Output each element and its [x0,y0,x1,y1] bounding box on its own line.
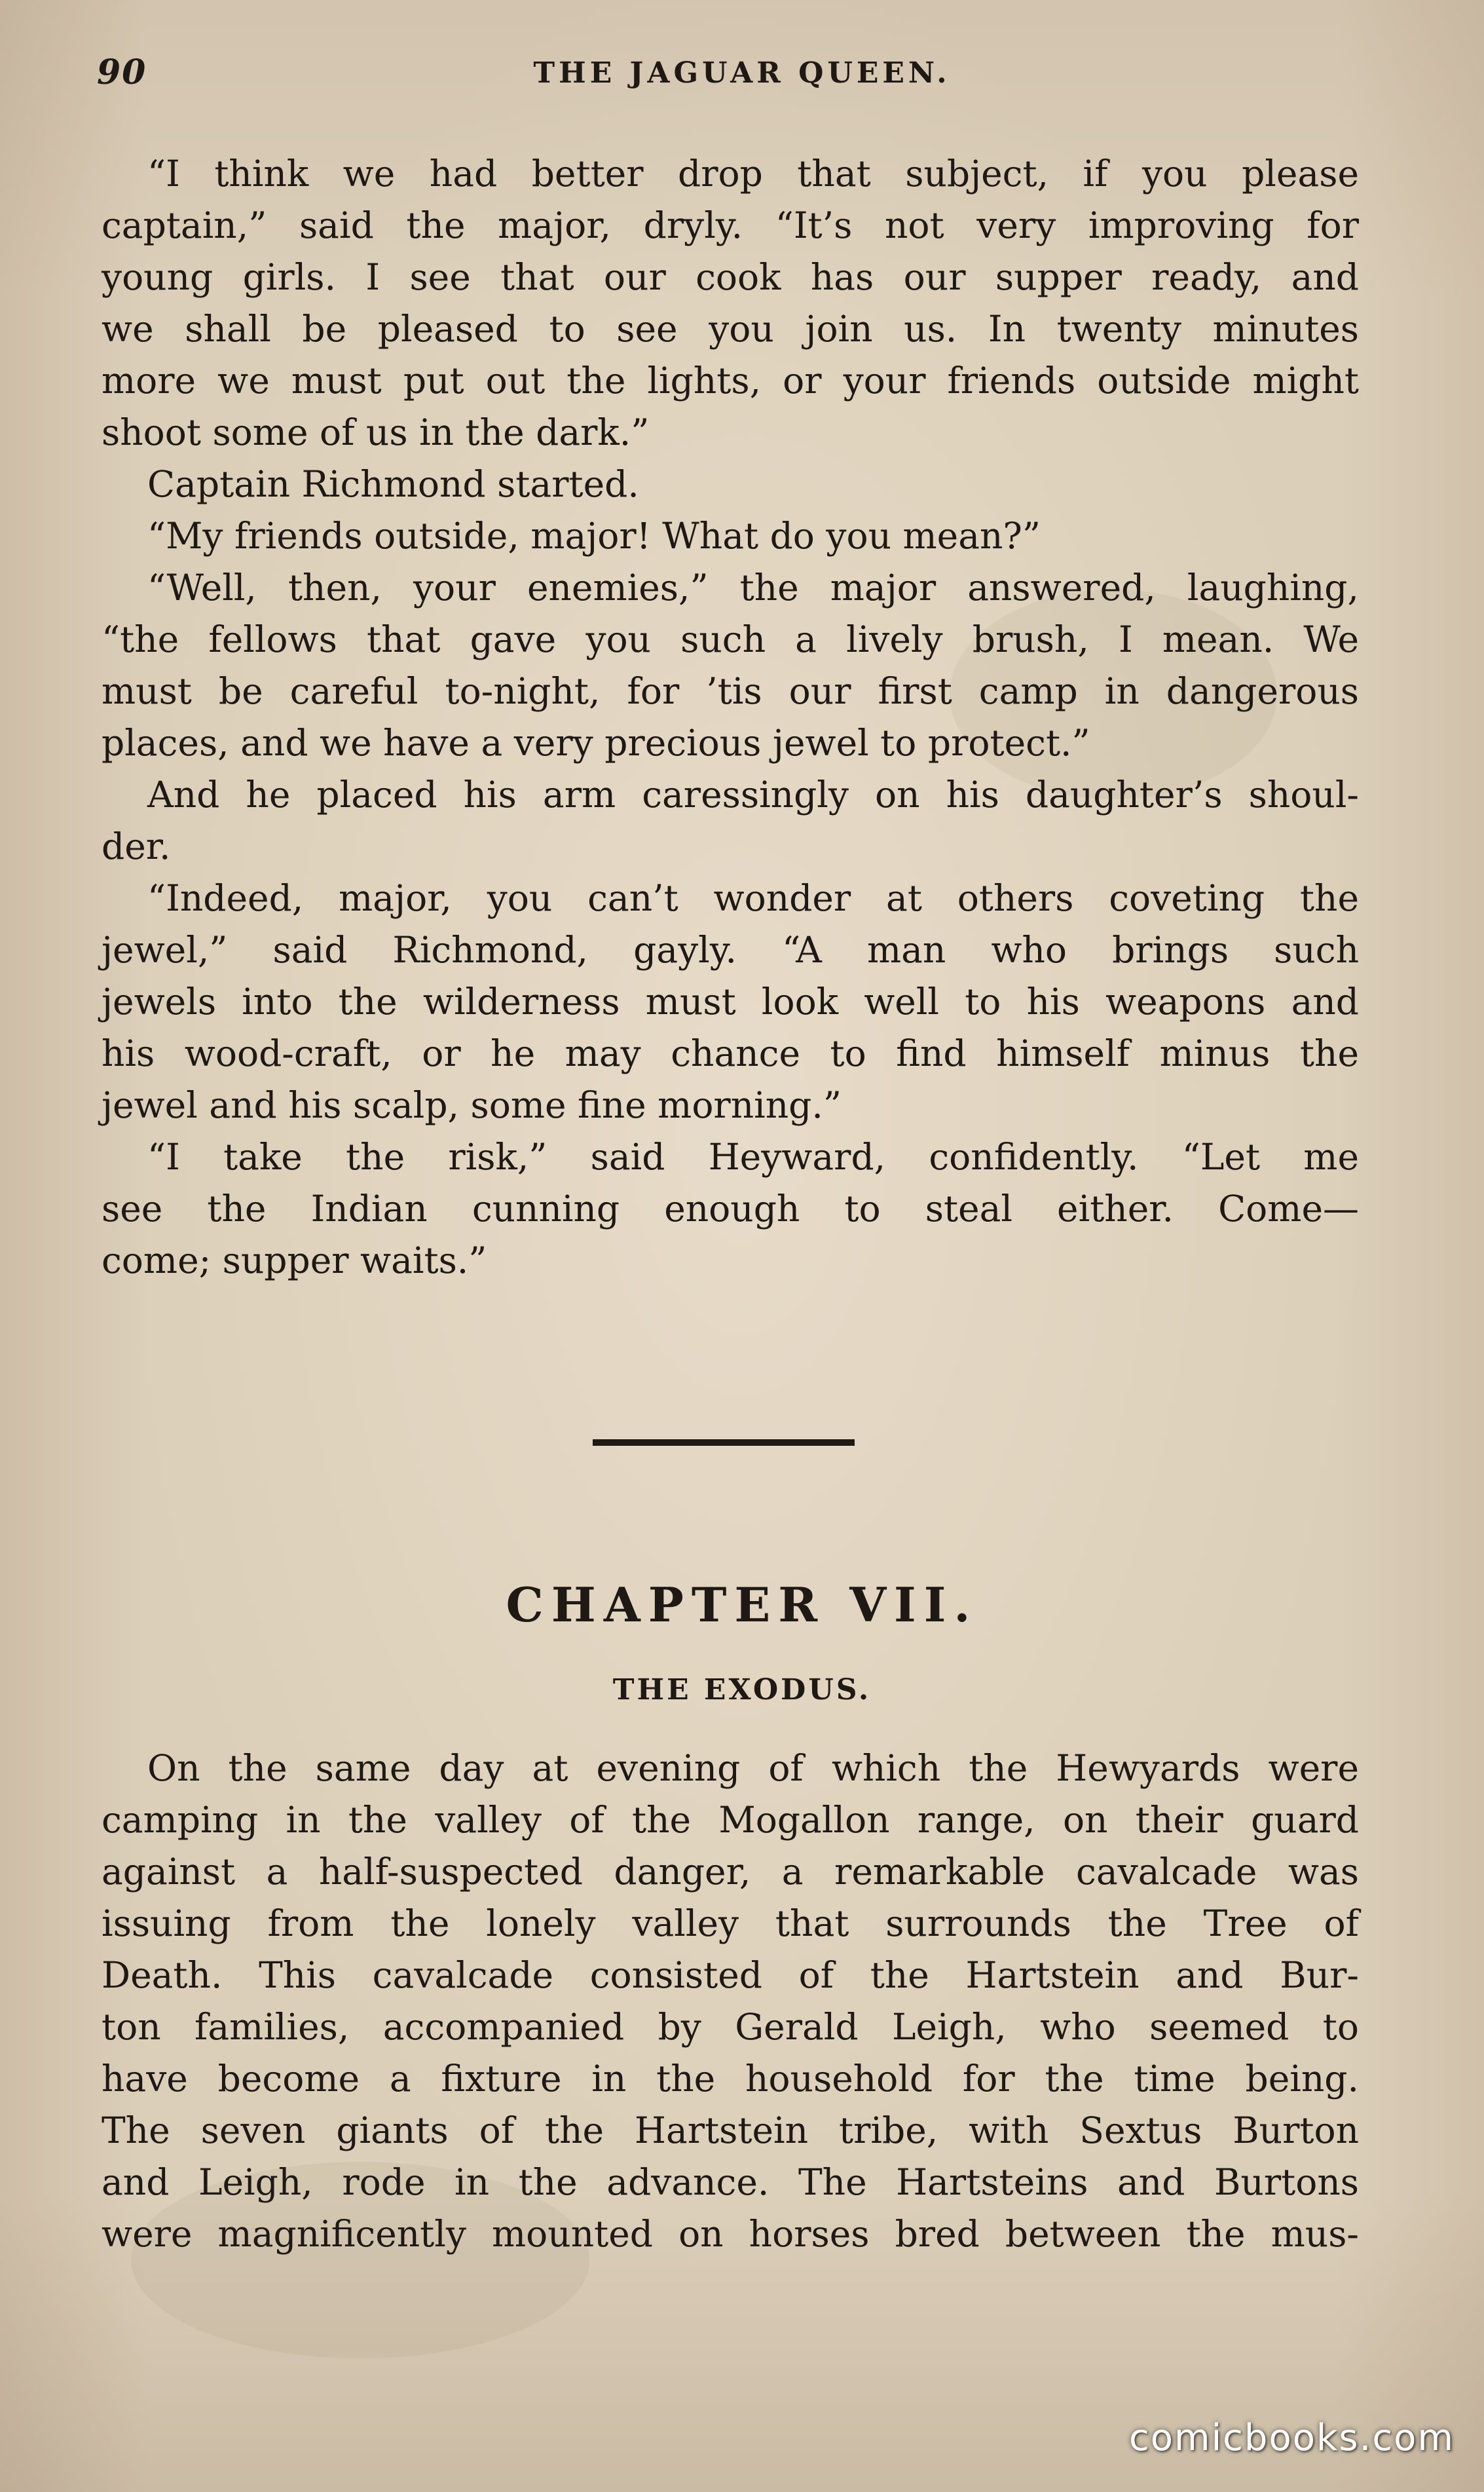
watermark-label: comicbooks.com [1128,2417,1455,2459]
text-line: see the Indian cunning enough to steal either. Come— [102,1188,1359,1230]
text-line: camping in the valley of the Mogallon range, on their guard [102,1799,1359,1841]
page-number: 90 [97,52,147,92]
text-line: we shall be pleased to see you join us. In twenty minutes [102,308,1359,350]
text-line: jewels into the wilderness must look well to his weapons and [102,981,1359,1023]
text-line: “Well, then, your enemies,” the major answered, laughing, [147,567,1359,609]
text-line: young girls. I see that our cook has our supper ready, and [102,256,1359,298]
text-line: “I think we had better drop that subject, if you please [147,153,1359,195]
text-line: captain,” said the major, dryly. “It’s not very improving for [102,204,1359,246]
text-line: issuing from the lonely valley that surrounds the Tree of [102,1902,1359,1944]
text-line: “the fellows that gave you such a lively brush, I mean. We [102,618,1359,660]
text-line: jewel and his scalp, some fine morning.” [102,1084,842,1126]
text-line: On the same day at evening of which the Hewyards were [147,1747,1359,1789]
section-rule [593,1439,855,1446]
text-line: jewel,” said Richmond, gayly. “A man who brings such [102,929,1359,971]
text-line: The seven giants of the Hartstein tribe, with Sextus Burton [102,2109,1359,2151]
text-line: “My friends outside, major! What do you mean?” [147,515,1041,557]
text-block-bottom [102,1743,1359,2260]
text-line: against a half-suspected danger, a remarkable cavalcade was [102,1851,1359,1893]
chapter-title: CHAPTER VII. [506,1577,978,1633]
text-line: come; supper waits.” [102,1239,487,1281]
text-line: places, and we have a very precious jewel to protect.” [102,722,1090,764]
text-line: “I take the risk,” said Heyward, confidently. “Let me [147,1136,1359,1178]
running-title: THE JAGUAR QUEEN. [533,56,951,90]
text-line: der. [102,825,171,867]
text-line: his wood-craft, or he may chance to find himself minus the [102,1032,1359,1074]
text-line: and Leigh, rode in the advance. The Hartsteins and Burtons [102,2161,1359,2203]
text-line: “Indeed, major, you can’t wonder at others coveting the [147,877,1359,919]
text-block-top [102,148,1359,1287]
text-line: more we must put out the lights, or your friends outside might [102,360,1359,402]
text-line: shoot some of us in the dark.” [102,411,650,453]
text-line: ton families, accompanied by Gerald Leigh, who seemed to [102,2006,1359,2048]
text-line: have become a fixture in the household for the time being. [102,2058,1359,2100]
page-header [0,52,1484,98]
text-line: And he placed his arm caressingly on his daughter’s shoul- [147,774,1359,816]
text-line: were magnificently mounted on horses bred between the mus- [102,2213,1359,2255]
text-line: Death. This cavalcade consisted of the Hartstein and Bur- [102,1954,1359,1996]
text-line: must be careful to-night, for ’tis our first camp in dangerous [102,670,1359,712]
text-line: Captain Richmond started. [147,463,639,505]
chapter-subtitle: THE EXODUS. [612,1673,872,1707]
